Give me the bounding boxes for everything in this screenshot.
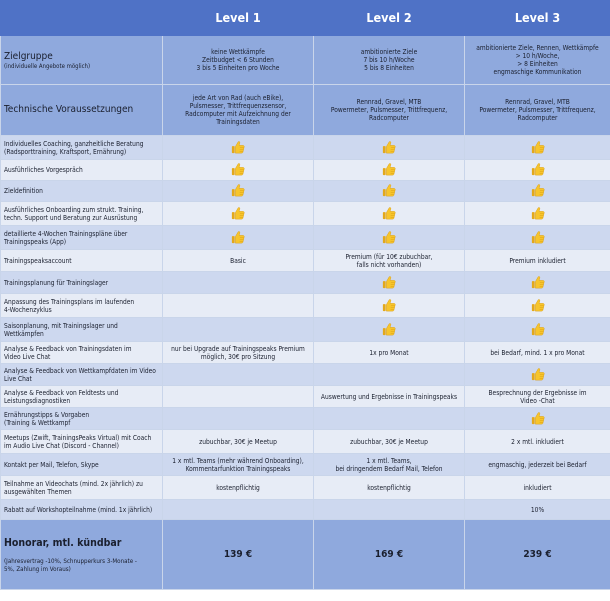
value-cell-level-3 (465, 430, 610, 454)
feature-label (1, 454, 163, 476)
feature-label (1, 430, 163, 454)
feature-row (1, 181, 610, 202)
included-cell-level-2 (314, 136, 465, 160)
value-text: kostenpflichtig (216, 483, 260, 492)
feature-label (1, 272, 163, 294)
level-1-header: Level 1 (163, 1, 314, 36)
value-cell-level-2 (314, 250, 465, 272)
feature-label-text: Ernährungstipps & Vorgaben (Training & Wettkampf (4, 410, 90, 427)
feature-label (1, 476, 163, 500)
value-cell-level-2 (314, 342, 465, 364)
feature-label-text: Ausführliches Onboarding zum strukt. Training, techn. Support und Beratung zur Ausrüstung (4, 205, 144, 222)
pricing-table-body (1, 1, 610, 590)
value-cell-level-1 (163, 250, 314, 272)
value-cell-level-1 (163, 454, 314, 476)
thumbs-up-icon (531, 367, 545, 383)
included-cell-level-1 (163, 226, 314, 250)
feature-label (1, 364, 163, 386)
feature-row (1, 36, 610, 85)
feature-label (1, 85, 163, 136)
value-cell-level-2 (314, 408, 465, 430)
price-label (1, 520, 163, 590)
level-header-row (1, 1, 610, 36)
value-text: ambitionierte Ziele, Rennen, Wettkämpfe > 10 h/Woche, > 8 Einheiten engmaschige Kommunikation (476, 44, 599, 76)
value-cell-level-3 (465, 250, 610, 272)
feature-label-text: Trainingspeaksaccount (4, 256, 72, 265)
feature-row (1, 226, 610, 250)
value-text: 1x pro Monat (369, 348, 409, 357)
feature-label-text: Kontakt per Mail, Telefon, Skype (4, 460, 99, 469)
feature-label-text: Zieldefinition (4, 187, 43, 195)
included-cell-level-2 (314, 181, 465, 202)
value-text: zubuchbar, 30€ je Meetup (350, 437, 428, 446)
value-cell-level-3 (465, 85, 610, 136)
price-label-note: (Jahresvertrag -10%, Schnupperkurs 3-Monate - 5%, Zahlung im Voraus) (4, 557, 137, 573)
feature-label (1, 386, 163, 408)
included-cell-level-3 (465, 272, 610, 294)
included-cell-level-3 (465, 294, 610, 318)
feature-row (1, 364, 610, 386)
header-corner-cell (1, 1, 163, 36)
feature-label-text: detaillierte 4-Wochen Trainingspläne über Trainingspeaks (App) (4, 229, 128, 246)
value-text: Besprechnung der Ergebnisse im Video -Chat (488, 388, 587, 405)
thumbs-up-icon (531, 411, 545, 427)
thumbs-up-icon (231, 230, 245, 246)
thumbs-up-icon (531, 206, 545, 222)
thumbs-up-icon (531, 275, 545, 291)
feature-label (1, 408, 163, 430)
thumbs-up-icon (382, 162, 396, 178)
feature-label (1, 250, 163, 272)
included-cell-level-2 (314, 202, 465, 226)
feature-row (1, 272, 610, 294)
value-text: zubuchbar, 30€ je Meetup (199, 437, 277, 446)
value-cell-level-2 (314, 36, 465, 85)
feature-label (1, 136, 163, 160)
included-cell-level-3 (465, 318, 610, 342)
feature-label-text: Teilnahme an Videochats (mind. 2x jährlich) zu ausgewählten Themen (4, 479, 143, 496)
feature-label (1, 342, 163, 364)
value-text: inkludiert (523, 483, 552, 492)
feature-label-text: Analyse & Feedback von Wettkampfdaten im Video Live Chat (4, 366, 156, 383)
value-text: ambitionierte Ziele 7 bis 10 h/Woche 5 bis 8 Einheiten (360, 48, 418, 72)
feature-row (1, 476, 610, 500)
level-2-header: Level 2 (314, 1, 465, 36)
included-cell-level-3 (465, 202, 610, 226)
value-text: 1 x mtl. Teams (mehr während Onboarding), Kommentarfunktion Trainingspeaks (172, 456, 304, 473)
value-text: keine Wettkämpfe Zeitbudget < 6 Stunden 3 bis 5 Einheiten pro Woche (196, 48, 280, 72)
included-cell-level-2 (314, 272, 465, 294)
included-cell-level-1 (163, 160, 314, 181)
feature-row (1, 136, 610, 160)
value-cell-level-2 (314, 364, 465, 386)
feature-row (1, 85, 610, 136)
feature-row (1, 386, 610, 408)
feature-label-text: Saisonplanung, mit Trainingslager und Wettkämpfen (4, 321, 118, 338)
value-cell-level-1 (163, 364, 314, 386)
value-text: nur bei Upgrade auf Trainingspeaks Premium möglich, 30€ pro Sitzung (171, 344, 305, 361)
included-cell-level-2 (314, 226, 465, 250)
thumbs-up-icon (531, 322, 545, 338)
thumbs-up-icon (531, 183, 545, 199)
thumbs-up-icon (231, 162, 245, 178)
thumbs-up-icon (382, 206, 396, 222)
value-text: Premium inkludiert (509, 256, 566, 265)
included-cell-level-3 (465, 226, 610, 250)
included-cell-level-3 (465, 160, 610, 181)
value-text: kostenpflichtig (367, 483, 411, 492)
thumbs-up-icon (382, 275, 396, 291)
thumbs-up-icon (382, 298, 396, 314)
feature-label (1, 160, 163, 181)
price-level-1: 139 € (163, 520, 314, 590)
value-cell-level-1 (163, 294, 314, 318)
feature-label-text: Trainingsplanung für Trainingslager (4, 278, 109, 287)
feature-row (1, 160, 610, 181)
value-cell-level-1 (163, 430, 314, 454)
feature-label-text: Analyse & Feedback von Trainingsdaten im Video Live Chat (4, 344, 132, 361)
thumbs-up-icon (382, 230, 396, 246)
feature-row (1, 430, 610, 454)
feature-row (1, 342, 610, 364)
value-text: Basic (230, 256, 246, 265)
value-cell-level-1 (163, 318, 314, 342)
included-cell-level-1 (163, 136, 314, 160)
value-cell-level-3 (465, 454, 610, 476)
value-cell-level-2 (314, 500, 465, 520)
value-text: engmaschig, jederzeit bei Bedarf (488, 460, 587, 469)
feature-label-text: Zielgruppe (4, 50, 53, 62)
feature-label (1, 202, 163, 226)
feature-row (1, 454, 610, 476)
included-cell-level-3 (465, 136, 610, 160)
value-text: bei Bedarf, mind. 1 x pro Monat (490, 348, 585, 357)
value-cell-level-2 (314, 430, 465, 454)
value-cell-level-1 (163, 272, 314, 294)
value-cell-level-2 (314, 85, 465, 136)
feature-label (1, 318, 163, 342)
value-cell-level-2 (314, 454, 465, 476)
feature-row (1, 202, 610, 226)
feature-row (1, 408, 610, 430)
level-3-header: Level 3 (465, 1, 610, 36)
value-cell-level-1 (163, 36, 314, 85)
value-cell-level-3 (465, 500, 610, 520)
value-cell-level-1 (163, 408, 314, 430)
thumbs-up-icon (231, 140, 245, 156)
value-cell-level-3 (465, 36, 610, 85)
value-text: 10% (530, 505, 545, 514)
feature-label (1, 500, 163, 520)
value-cell-level-3 (465, 342, 610, 364)
included-cell-level-1 (163, 181, 314, 202)
feature-label-text: Individuelles Coaching, ganzheitliche Beratung (Radsporttraining, Kraftsport, Ernährung) (4, 139, 144, 156)
price-level-3: 239 € (465, 520, 610, 590)
feature-label-text: Anpassung des Trainingsplans im laufenden 4-Wochenzyklus (4, 297, 135, 314)
feature-label (1, 226, 163, 250)
value-cell-level-1 (163, 85, 314, 136)
thumbs-up-icon (382, 140, 396, 156)
value-text: Premium (für 10€ zubuchbar, falls nicht vorhanden) (345, 252, 433, 269)
feature-label-text: Meetups (Zwift, TrainingsPeaks Virtual) mit Coach im Audio Live Chat (Discord - Channel) (4, 433, 152, 450)
feature-row (1, 250, 610, 272)
thumbs-up-icon (531, 230, 545, 246)
value-text: 2 x mtl. inkludiert (511, 437, 564, 446)
price-label-title: Honorar, mtl. kündbar (4, 536, 122, 549)
thumbs-up-icon (531, 140, 545, 156)
value-cell-level-3 (465, 386, 610, 408)
included-cell-level-2 (314, 160, 465, 181)
value-text: 1 x mtl. Teams, bei dringendem Bedarf Mail, Telefon (335, 456, 443, 473)
feature-label-text: Rabatt auf Workshopteilnahme (mind. 1x jährlich) (4, 505, 153, 514)
thumbs-up-icon (531, 298, 545, 314)
thumbs-up-icon (382, 183, 396, 199)
value-text: Rennrad, Gravel, MTB Powermeter, Pulsmesser, Trittfrequenz, Radcomputer (479, 98, 596, 122)
included-cell-level-2 (314, 318, 465, 342)
thumbs-up-icon (231, 183, 245, 199)
value-text: Rennrad, Gravel, MTB Powermeter, Pulsmesser, Trittfrequenz, Radcomputer (330, 98, 448, 122)
value-text: jede Art von Rad (auch eBike), Pulsmesser, Trittfrequenzsensor, Radcomputer mit Aufzeichnung der Trainingsdaten (185, 94, 291, 126)
included-cell-level-3 (465, 364, 610, 386)
feature-row (1, 500, 610, 520)
thumbs-up-icon (531, 162, 545, 178)
feature-label-text: Ausführliches Vorgespräch (4, 166, 83, 174)
thumbs-up-icon (231, 206, 245, 222)
value-cell-level-1 (163, 342, 314, 364)
included-cell-level-3 (465, 181, 610, 202)
included-cell-level-2 (314, 294, 465, 318)
feature-sublabel: (individuelle Angebote möglich) (4, 62, 91, 70)
value-cell-level-2 (314, 386, 465, 408)
feature-label (1, 181, 163, 202)
value-cell-level-3 (465, 476, 610, 500)
feature-label (1, 36, 163, 85)
feature-label-text: Technische Voraussetzungen (4, 104, 134, 115)
feature-label (1, 294, 163, 318)
included-cell-level-1 (163, 202, 314, 226)
price-level-2: 169 € (314, 520, 465, 590)
value-text: Auswertung und Ergebnisse in Trainingspeaks (320, 392, 458, 401)
feature-label-text: Analyse & Feedback von Feldtests und Leistungsdiagnostiken (4, 388, 119, 405)
value-cell-level-1 (163, 386, 314, 408)
value-cell-level-2 (314, 476, 465, 500)
feature-row (1, 318, 610, 342)
feature-row (1, 294, 610, 318)
price-row (1, 520, 610, 590)
value-cell-level-1 (163, 476, 314, 500)
thumbs-up-icon (382, 322, 396, 338)
included-cell-level-3 (465, 408, 610, 430)
value-cell-level-1 (163, 500, 314, 520)
